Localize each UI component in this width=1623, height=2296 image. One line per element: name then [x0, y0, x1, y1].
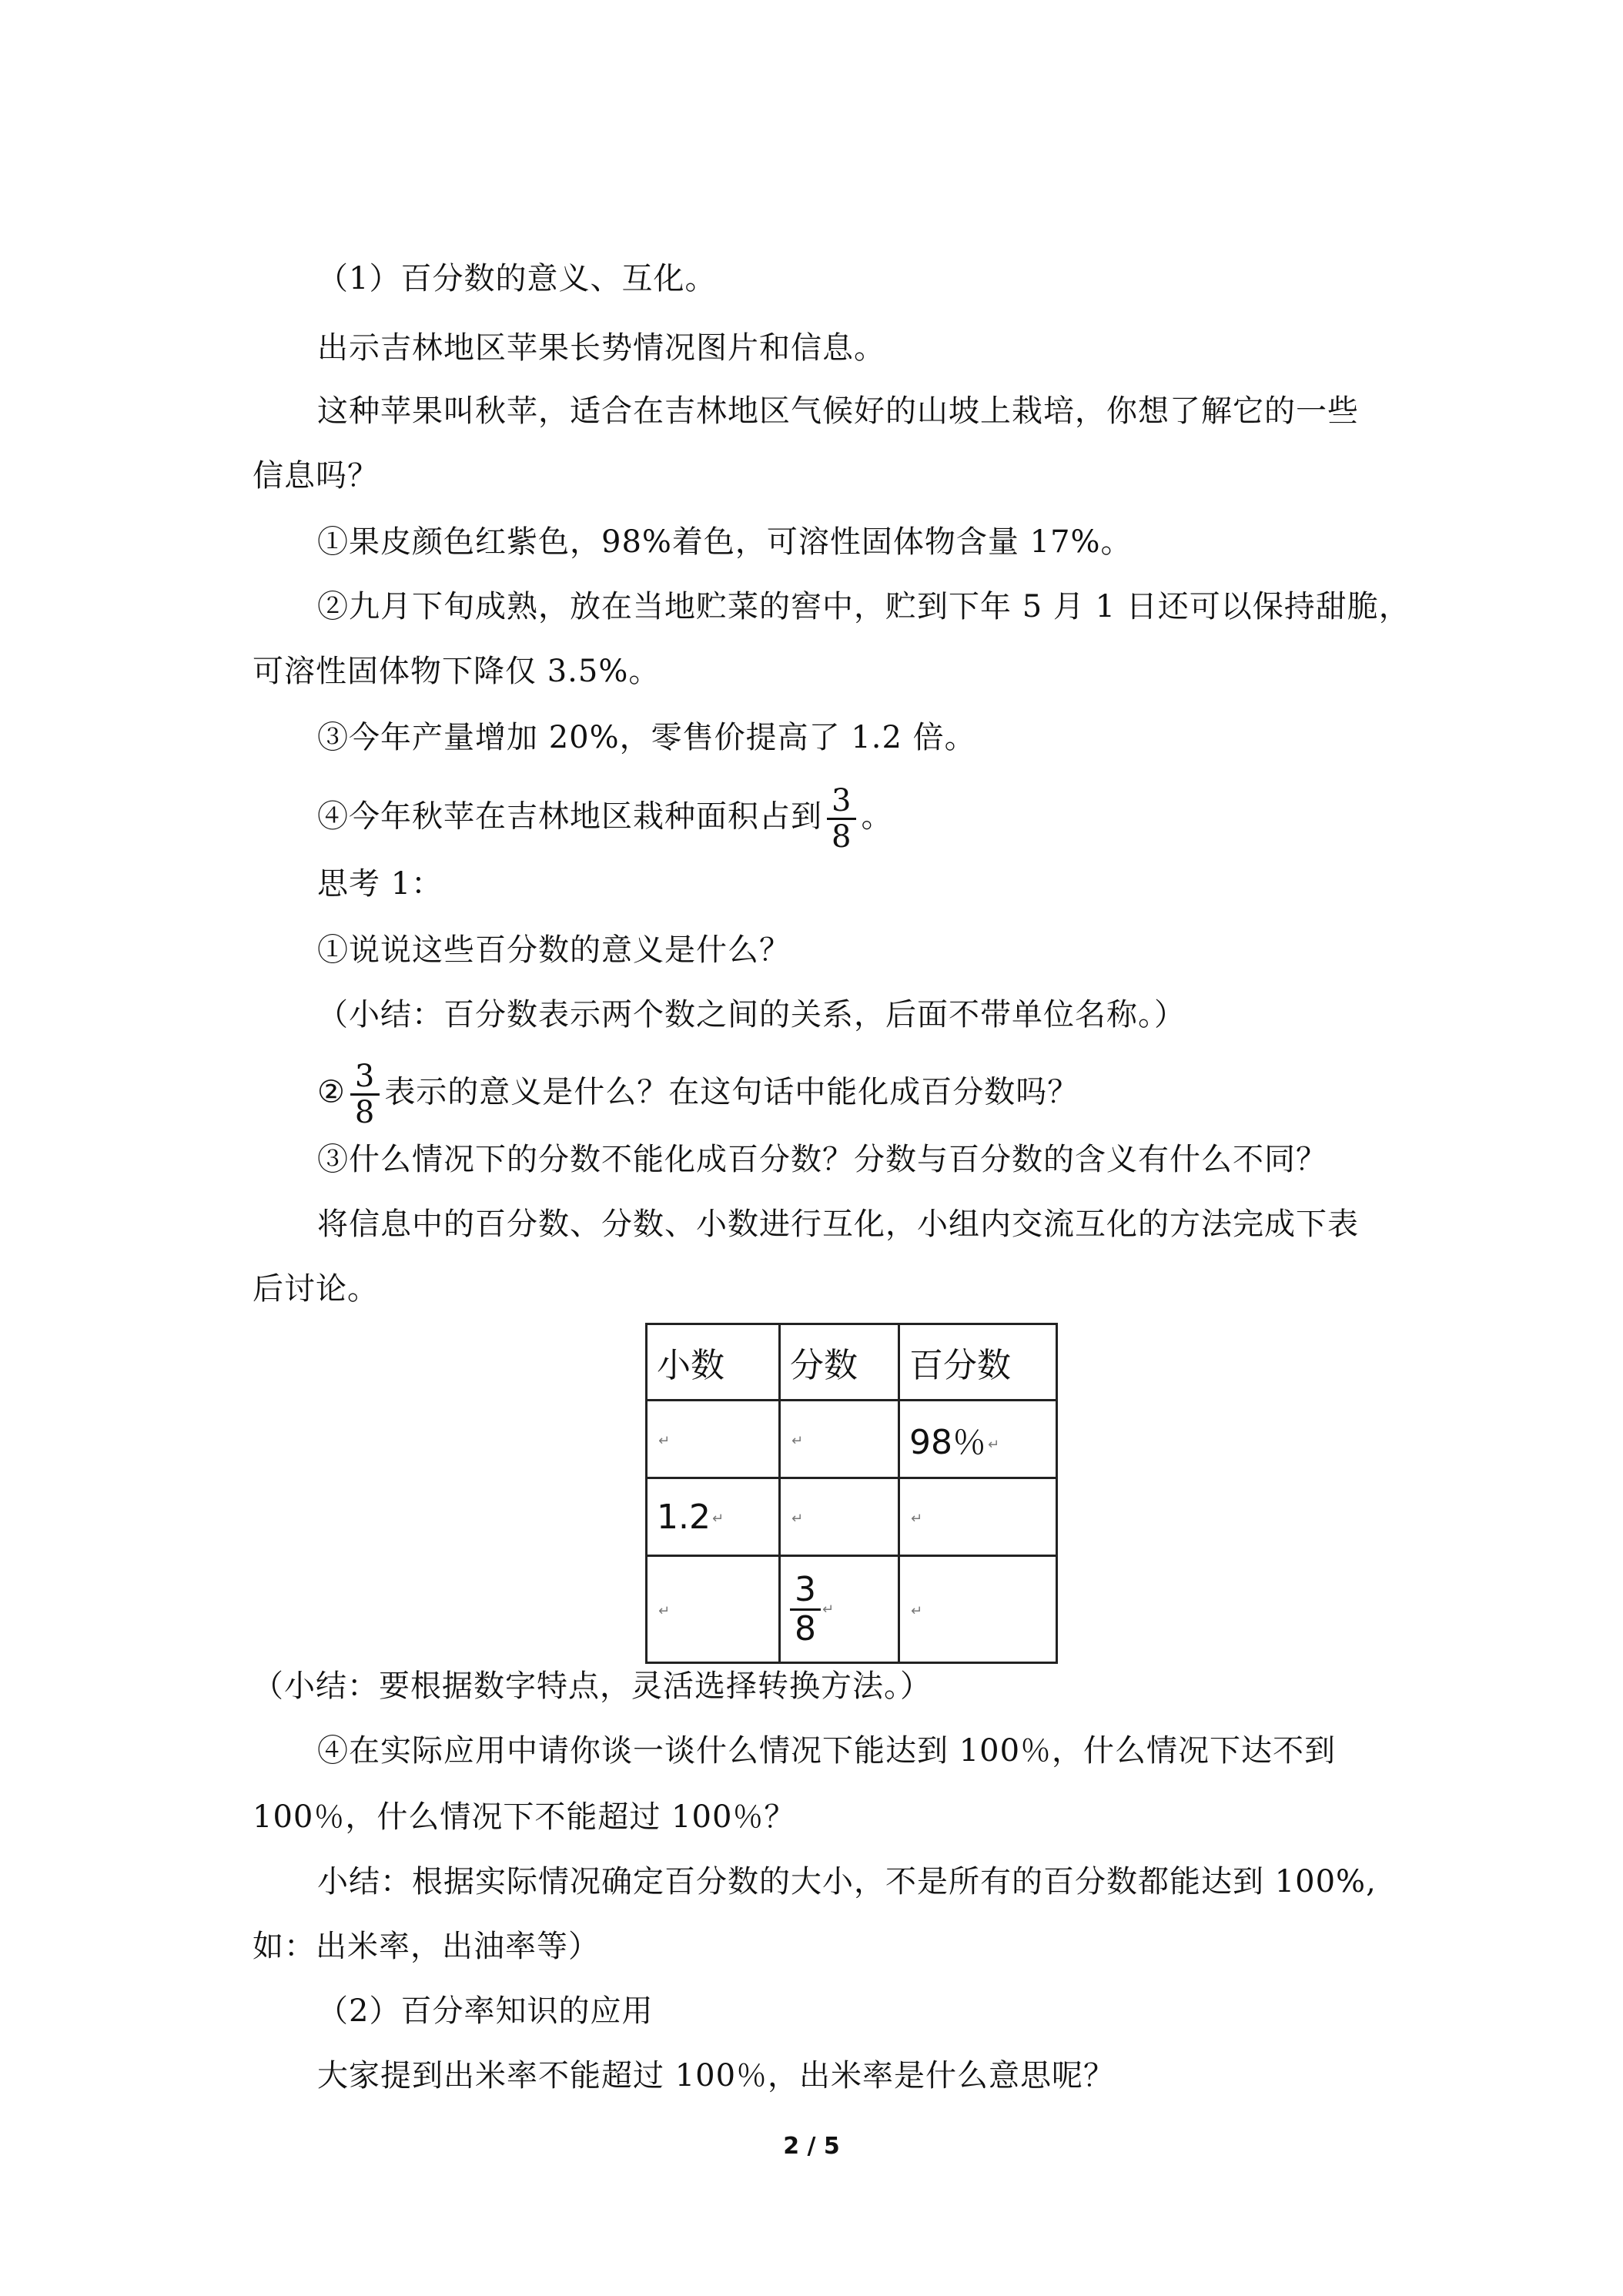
- fraction-three-eighths: [827, 784, 856, 854]
- question-1: ①说说这些百分数的意义是什么？: [317, 932, 791, 968]
- table-row: [647, 1478, 1057, 1556]
- table-header-cell: 分数: [780, 1324, 899, 1401]
- info-item-3: ③今年产量增加 20%，零售价提高了 1.2 倍。: [317, 720, 976, 755]
- paragraph-mark-icon: ↵: [658, 1433, 671, 1449]
- table-cell: [647, 1478, 780, 1556]
- table-cell: [899, 1556, 1057, 1663]
- table-header-cell: 小数: [647, 1324, 780, 1401]
- paragraph-mark-icon: ↵: [711, 1511, 724, 1527]
- paragraph-mark-icon: ↵: [911, 1603, 923, 1619]
- info-item-4-end: 。: [861, 798, 893, 835]
- cell-value: 1.2: [657, 1497, 711, 1537]
- table-header-cell: 百分数: [899, 1324, 1057, 1401]
- paragraph-mark-icon: ↵: [911, 1511, 923, 1527]
- table-cell: [780, 1401, 899, 1478]
- table-row: [647, 1401, 1057, 1478]
- paragraph: 这种苹果叫秋苹，适合在吉林地区气候好的山坡上栽培，你想了解它的一些: [317, 393, 1359, 429]
- paragraph-mark-icon: ↵: [791, 1433, 804, 1449]
- paragraph: 后讨论。: [253, 1271, 379, 1307]
- question-3: ③什么情况下的分数不能化成百分数？分数与百分数的含义有什么不同？: [317, 1142, 1327, 1177]
- section-heading-1: （1）百分数的意义、互化。: [317, 261, 717, 296]
- table-cell: [780, 1556, 899, 1663]
- table-cell: [647, 1556, 780, 1663]
- summary-1: （小结：百分数表示两个数之间的关系，后面不带单位名称。）: [317, 997, 1186, 1033]
- paragraph: 大家提到出米率不能超过 100％，出米率是什么意思呢？: [317, 2058, 1116, 2094]
- paragraph-mark-icon: ↵: [988, 1436, 1000, 1453]
- fraction-denominator: 8: [354, 1095, 376, 1130]
- paragraph: 如：出米率，出油率等）: [253, 1929, 600, 1964]
- question-4: ④在实际应用中请你谈一谈什么情况下能达到 100％，什么情况下达不到: [317, 1733, 1337, 1769]
- fraction-numerator: 3: [350, 1059, 380, 1096]
- fraction-three-eighths: [790, 1571, 821, 1648]
- question-2-marker: ②: [317, 1074, 346, 1110]
- summary-3: 小结：根据实际情况确定百分数的大小，不是所有的百分数都能达到 100%,: [317, 1864, 1377, 1899]
- info-item-1: ①果皮颜色红紫色，98%着色，可溶性固体物含量 17%。: [317, 524, 1133, 560]
- paragraph: 出示吉林地区苹果长势情况图片和信息。: [317, 330, 885, 366]
- table-cell: [899, 1401, 1057, 1478]
- table-header-row: [647, 1324, 1057, 1401]
- fraction-numerator: 3: [790, 1571, 821, 1611]
- fraction-denominator: 8: [832, 819, 852, 855]
- paragraph: 信息吗？: [253, 458, 379, 494]
- info-item-4-text: ④今年秋苹在吉林地区栽种面积占到: [317, 798, 822, 835]
- section-heading-2: （2）百分率知识的应用: [317, 1993, 654, 2029]
- table-row: [647, 1556, 1057, 1663]
- fraction-numerator: 3: [827, 784, 856, 820]
- table-cell: [647, 1401, 780, 1478]
- paragraph-mark-icon: ↵: [791, 1511, 804, 1527]
- cell-value: 98％: [909, 1423, 986, 1462]
- page-number: 2 / 5: [783, 2133, 840, 2160]
- table-cell: [780, 1478, 899, 1556]
- question-2: [317, 1059, 1079, 1130]
- paragraph: 可溶性固体物下降仅 3.5%。: [253, 654, 661, 689]
- summary-2: （小结：要根据数字特点，灵活选择转换方法。）: [253, 1668, 932, 1704]
- info-item-2: ②九月下旬成熟，放在当地贮菜的窖中，贮到下年 5 月 1 日还可以保持甜脆，: [317, 589, 1411, 624]
- thinking-heading: 思考 1：: [317, 866, 443, 902]
- question-2-text: 表示的意义是什么？在这句话中能化成百分数吗？: [384, 1074, 1079, 1110]
- table-cell: [899, 1478, 1057, 1556]
- paragraph: 100％，什么情况下不能超过 100％？: [253, 1799, 796, 1835]
- paragraph-mark-icon: ↵: [822, 1601, 835, 1618]
- fraction-three-eighths: [350, 1059, 380, 1130]
- fraction-denominator: 8: [795, 1608, 816, 1648]
- paragraph: 将信息中的百分数、分数、小数进行互化，小组内交流互化的方法完成下表: [317, 1207, 1359, 1242]
- conversion-table: [645, 1323, 1058, 1664]
- paragraph-mark-icon: ↵: [658, 1603, 671, 1619]
- info-item-4: [317, 784, 892, 854]
